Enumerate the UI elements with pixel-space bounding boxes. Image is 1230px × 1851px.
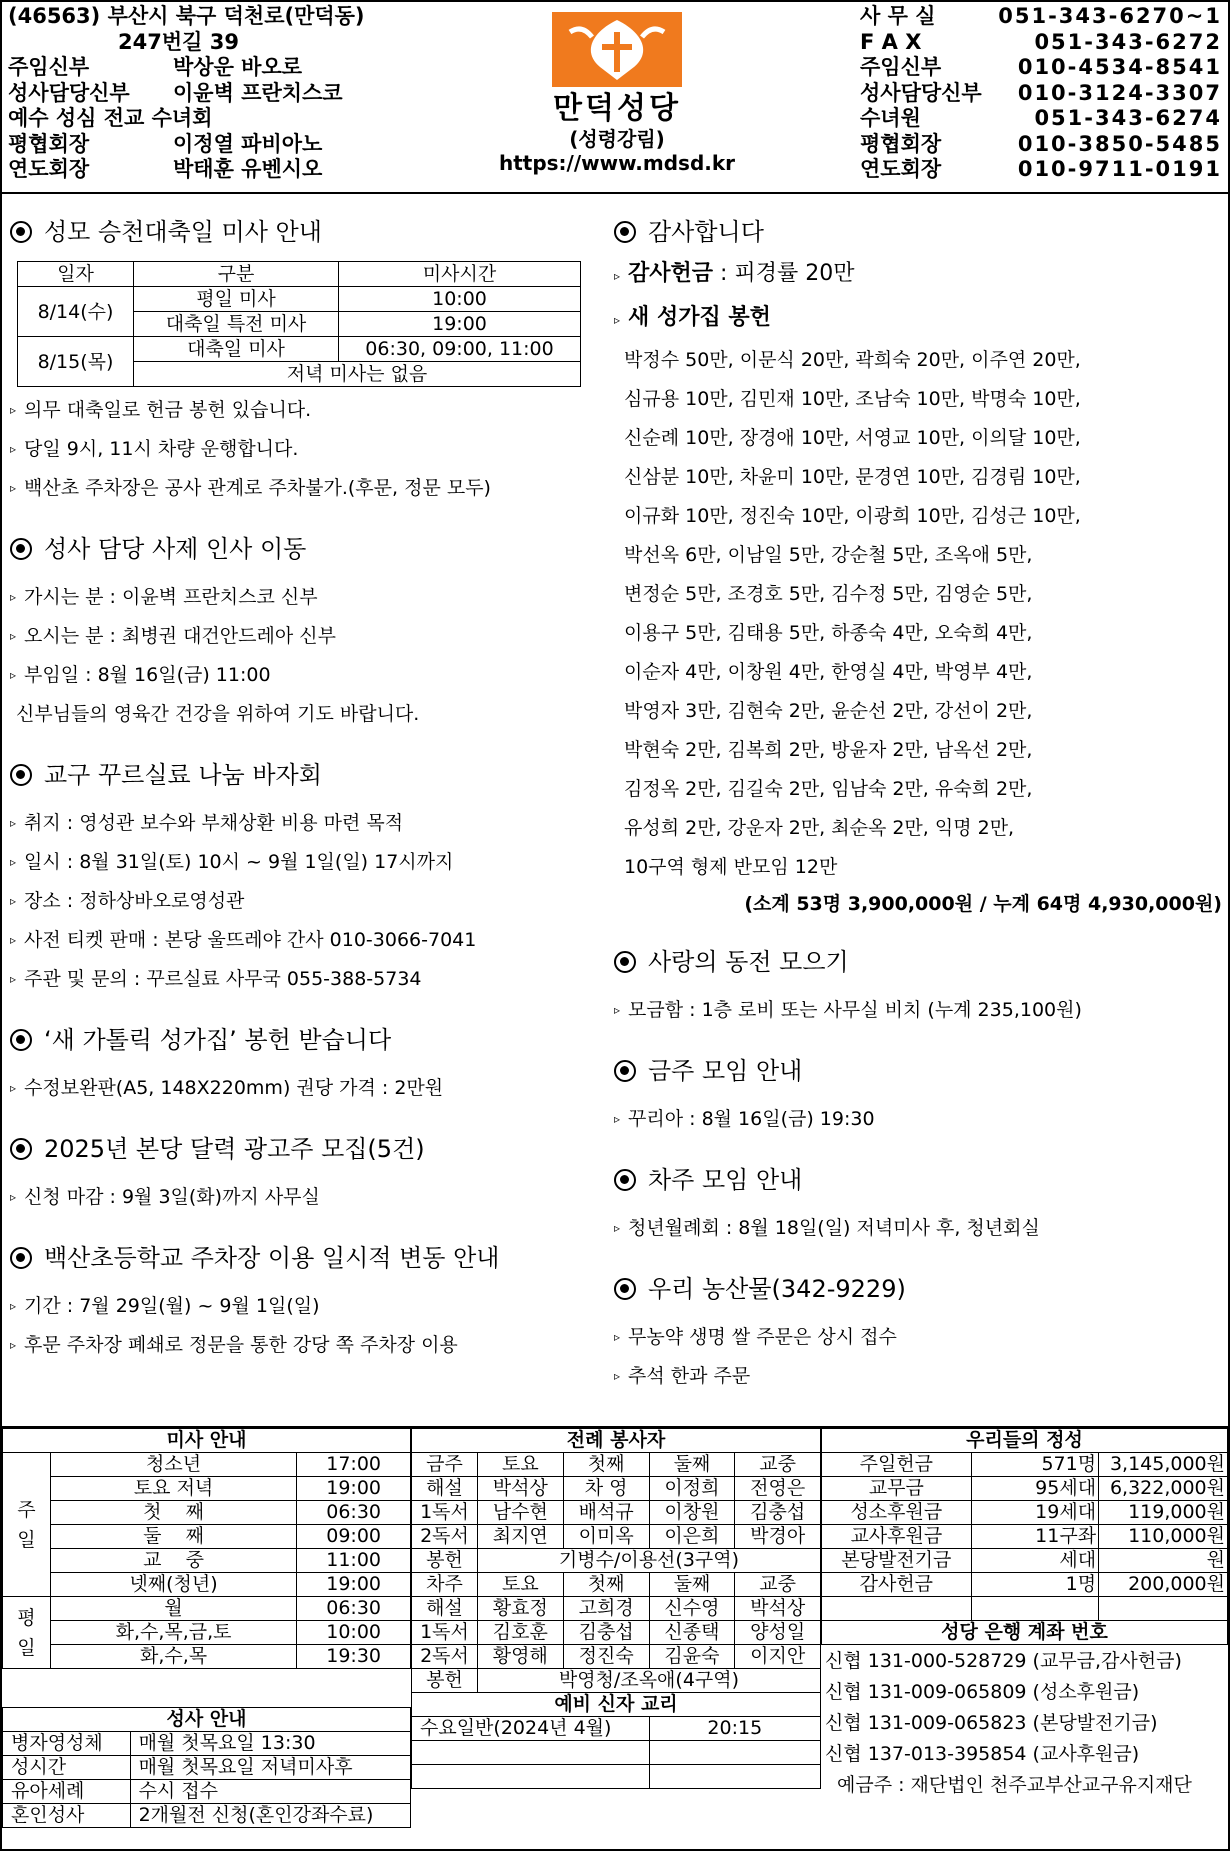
list-item: ▹ 일시 : 8월 31일(토) 10시 ~ 9월 1일(일) 17시까지 xyxy=(10,851,454,873)
list-item: ▹ 후문 주차장 폐쇄로 정문을 통한 강당 쪽 주차장 이용 xyxy=(10,1334,458,1356)
offering-count: 세대 xyxy=(971,1549,1098,1573)
offering-count: 1명 xyxy=(971,1573,1098,1597)
contact-label: F A X xyxy=(860,29,922,54)
donor-line: 신순례 10만, 장경애 10만, 서영교 10만, 이의달 10만, xyxy=(624,427,1081,449)
table-title: 성사 안내 xyxy=(3,1708,411,1732)
left-column xyxy=(10,207,600,1365)
list-item: ▹ 모금함 : 1층 로비 또는 사무실 비치 (누계 235,100원) xyxy=(614,999,1082,1021)
donor-line: 김정옥 2만, 김길숙 2만, 임남숙 2만, 유숙희 2만, xyxy=(624,778,1033,800)
contact-number: 051-343-6272 xyxy=(1034,29,1222,54)
mass-time: 17:00 xyxy=(297,1453,411,1477)
mass-time: 10:00 xyxy=(297,1621,411,1645)
server-cell: 차 영 xyxy=(563,1477,649,1501)
table-title: 미사 안내 xyxy=(3,1429,411,1453)
donor-line: 변정순 5만, 조경호 5만, 김수정 5만, 김영순 5만, xyxy=(624,583,1033,605)
mass-time: 09:00 xyxy=(297,1525,411,1549)
offering-name: 성소후원금 xyxy=(822,1501,972,1525)
church-name: 만덕성당 xyxy=(553,91,681,126)
offering-count: 19세대 xyxy=(971,1501,1098,1525)
list-item: ▹ 추석 한과 주문 xyxy=(614,1365,751,1387)
list-item: ▹ 가시는 분 : 이윤벽 프란치스코 신부 xyxy=(10,586,318,608)
section-title: 우리 농산물(342-9229) xyxy=(614,1272,1226,1306)
col-header: 차주 xyxy=(412,1573,478,1597)
server-cell: 최지연 xyxy=(477,1525,563,1549)
section-title: 교구 꾸르실료 나눔 바자회 xyxy=(10,758,600,792)
role-cell: 해설 xyxy=(412,1597,478,1621)
church-logo-icon xyxy=(522,12,712,87)
church-motto: (성령강림) xyxy=(569,127,665,151)
offering-amount: 3,145,000원 xyxy=(1099,1453,1228,1477)
list-item: ▹ 오시는 분 : 최병권 대건안드레아 신부 xyxy=(10,625,336,647)
mass-name: 월 xyxy=(50,1597,296,1621)
sunday-label: 주 일 xyxy=(3,1453,51,1597)
server-cell: 배석규 xyxy=(563,1501,649,1525)
role-cell: 1독서 xyxy=(412,1501,478,1525)
staff-name: 박태훈 유벤시오 xyxy=(173,157,323,181)
contact-label: 성사담당신부 xyxy=(860,80,982,105)
bullet-icon xyxy=(10,1138,32,1160)
offertory-cell: 기병수/이용선(3구역) xyxy=(477,1549,820,1573)
server-cell: 신종택 xyxy=(649,1621,735,1645)
empty-cell xyxy=(649,1741,820,1765)
bullet-icon xyxy=(10,764,32,786)
donor-line: 박영자 3만, 김현숙 2만, 윤순선 2만, 강선이 2만, xyxy=(624,700,1033,722)
empty-cell xyxy=(412,1765,650,1789)
col-header: 둘째 xyxy=(649,1453,735,1477)
col-header: 교중 xyxy=(735,1453,821,1477)
empty-cell xyxy=(822,1597,972,1621)
mass-name: 화,수,목 xyxy=(50,1645,296,1669)
bullet-icon xyxy=(10,538,32,560)
staff-name: 이윤벽 프란치스코 xyxy=(173,80,343,105)
bullet-icon xyxy=(614,1278,636,1300)
offering-name: 교사후원금 xyxy=(822,1525,972,1549)
weekday-label: 평 일 xyxy=(3,1597,51,1669)
table-header: 구분 xyxy=(134,262,339,287)
contact-number: 051-343-6274 xyxy=(1034,106,1222,130)
col-header: 교중 xyxy=(735,1573,821,1597)
empty-cell xyxy=(412,1741,650,1765)
contact-label: 수녀원 xyxy=(860,106,921,130)
mass-time: 19:00 xyxy=(297,1477,411,1501)
date-cell: 8/14(수) xyxy=(18,287,134,337)
donor-line: 박현숙 2만, 김복희 2만, 방윤자 2만, 남옥선 2만, xyxy=(624,739,1033,761)
col-header: 금주 xyxy=(412,1453,478,1477)
bullet-icon xyxy=(614,951,636,973)
mass-schedule-table xyxy=(2,1428,411,1669)
note-cell: 저녁 미사는 없음 xyxy=(134,362,581,387)
server-cell: 황효정 xyxy=(477,1597,563,1621)
mass-name: 화,수,목,금,토 xyxy=(50,1621,296,1645)
church-url-link[interactable]: https://www.mdsd.kr xyxy=(498,151,736,175)
section-title: 금주 모임 안내 xyxy=(614,1054,1226,1088)
catechism-time: 20:15 xyxy=(649,1717,820,1741)
sacrament-name: 병자영성체 xyxy=(3,1732,131,1756)
server-cell: 정진숙 xyxy=(563,1645,649,1669)
table-title: 성당 은행 계좌 번호 xyxy=(822,1621,1228,1645)
offering-amount: 119,000원 xyxy=(1099,1501,1228,1525)
col-header: 둘째 xyxy=(649,1573,735,1597)
bottom-tables xyxy=(2,1426,1228,1851)
church-brand xyxy=(482,8,752,175)
contact-number: 051-343-6270~1 xyxy=(998,4,1222,28)
donor-line: 이용구 5만, 김태용 5만, 하종숙 4만, 오숙희 4만, xyxy=(624,622,1033,644)
offering-amount: 원 xyxy=(1099,1549,1228,1573)
mass-name: 청소년 xyxy=(50,1453,296,1477)
contact-number: 010-4534-8541 xyxy=(1017,55,1222,79)
section-title: 차주 모임 안내 xyxy=(614,1163,1226,1197)
bullet-icon xyxy=(614,1169,636,1191)
mass-name: 첫 째 xyxy=(50,1501,296,1525)
offertory-cell: 박영청/조옥애(4구역) xyxy=(477,1669,820,1693)
contact-number: 010-3850-5485 xyxy=(1017,131,1222,156)
mass-name: 넷째(청년) xyxy=(50,1573,296,1597)
offering-count: 95세대 xyxy=(971,1477,1098,1501)
contact-number: 010-3124-3307 xyxy=(1017,80,1222,105)
col-header: 첫째 xyxy=(563,1573,649,1597)
donor-line: 박정수 50만, 이문식 20만, 곽희숙 20만, 이주연 20만, xyxy=(624,349,1081,371)
section-title: 백산초등학교 주차장 이용 일시적 변동 안내 xyxy=(10,1241,600,1275)
server-cell: 전영은 xyxy=(735,1477,821,1501)
list-item: ▹ 백산초 주차장은 공사 관계로 주차불가.(후문, 정문 모두) xyxy=(10,477,491,499)
server-cell: 이은희 xyxy=(649,1525,735,1549)
offering-count: 11구좌 xyxy=(971,1525,1098,1549)
server-cell: 이정희 xyxy=(649,1477,735,1501)
offering-count: 571명 xyxy=(971,1453,1098,1477)
role-cell: 봉헌 xyxy=(412,1669,478,1693)
section-title: ‘새 가톨릭 성가집’ 봉헌 받습니다 xyxy=(10,1023,600,1057)
staff-role: 예수 성심 전교 수녀회 xyxy=(8,106,213,130)
list-item: ▹ 꾸리아 : 8월 16일(금) 19:30 xyxy=(614,1108,875,1130)
offering-name: 감사헌금 xyxy=(822,1573,972,1597)
role-cell: 봉헌 xyxy=(412,1549,478,1573)
account-holder: 예금주 : 재단법인 천주교부산교구유지재단 xyxy=(837,1774,1192,1796)
section-title: 2025년 본당 달력 광고주 모집(5건) xyxy=(10,1132,600,1166)
server-cell: 김호훈 xyxy=(477,1621,563,1645)
server-cell: 양성일 xyxy=(735,1621,821,1645)
mass-name: 교 중 xyxy=(50,1549,296,1573)
time-cell: 10:00 xyxy=(339,287,581,312)
mass-name: 둘 째 xyxy=(50,1525,296,1549)
bullet-icon xyxy=(10,1029,32,1051)
right-column xyxy=(614,207,1226,1396)
bullet-icon xyxy=(10,1247,32,1269)
sacrament-name: 유아세례 xyxy=(3,1780,131,1804)
table-title: 우리들의 정성 xyxy=(822,1429,1228,1453)
contact-label: 평협회장 xyxy=(860,131,942,156)
role-cell: 2독서 xyxy=(412,1525,478,1549)
section-title: 성사 담당 사제 인사 이동 xyxy=(10,532,600,566)
table-title: 전례 봉사자 xyxy=(412,1429,821,1453)
contact-label: 연도회장 xyxy=(860,157,942,181)
server-cell: 김윤숙 xyxy=(649,1645,735,1669)
offering-name: 교무금 xyxy=(822,1477,972,1501)
mass-time: 19:00 xyxy=(297,1573,411,1597)
server-cell: 박경아 xyxy=(735,1525,821,1549)
staff-role: 평협회장 xyxy=(8,131,90,156)
col-header: 첫째 xyxy=(563,1453,649,1477)
list-item: ▹ 기간 : 7월 29일(월) ~ 9월 1일(일) xyxy=(10,1295,320,1317)
assumption-mass-table xyxy=(17,261,581,387)
contact-label: 주임신부 xyxy=(860,55,942,79)
section-title: 사랑의 동전 모으기 xyxy=(614,945,1226,979)
list-item: ▹ 수정보완판(A5, 148X220mm) 권당 가격 : 2만원 xyxy=(10,1077,444,1099)
offering-total: (소계 53명 3,900,000원 / 누계 64명 4,930,000원) xyxy=(744,893,1222,915)
time-cell: 06:30, 09:00, 11:00 xyxy=(339,337,581,362)
contact-list xyxy=(860,4,1226,183)
server-cell: 남수현 xyxy=(477,1501,563,1525)
list-item: ▹ 주관 및 문의 : 꾸르실료 사무국 055-388-5734 xyxy=(10,968,422,990)
list-item: ▹ 장소 : 정하상바오로영성관 xyxy=(10,890,245,912)
donor-line: 심규용 10만, 김민재 10만, 조남숙 10만, 박명숙 10만, xyxy=(624,388,1081,410)
sacraments-table xyxy=(2,1707,411,1828)
list-item: ▹ 사전 티켓 판매 : 본당 울뜨레야 간사 010-3066-7041 xyxy=(10,929,477,951)
mass-time: 06:30 xyxy=(297,1597,411,1621)
empty-cell xyxy=(649,1765,820,1789)
bank-account: 신협 131-009-065823 (본당발전기금) xyxy=(825,1712,1158,1734)
server-cell: 김충섭 xyxy=(563,1621,649,1645)
address-line2: 247번길 39 xyxy=(118,29,239,54)
section-title: 감사합니다 xyxy=(614,215,1226,249)
role-cell: 2독서 xyxy=(412,1645,478,1669)
server-cell: 신수영 xyxy=(649,1597,735,1621)
offering-amount: 6,322,000원 xyxy=(1099,1477,1228,1501)
staff-role: 주임신부 xyxy=(8,55,90,79)
staff-name: 이정열 파비아노 xyxy=(173,131,323,156)
donor-line: 박선옥 6만, 이남일 5만, 강순철 5만, 조옥애 5만, xyxy=(624,544,1033,566)
server-cell: 김충섭 xyxy=(735,1501,821,1525)
sacrament-info: 매월 첫목요일 13:30 xyxy=(130,1732,410,1756)
list-item: ▹ 청년월례회 : 8월 18일(일) 저녁미사 후, 청년회실 xyxy=(614,1217,1040,1239)
col-header: 토요 xyxy=(477,1573,563,1597)
sacrament-info: 2개월전 신청(혼인강좌수료) xyxy=(130,1804,410,1828)
offering-name: 본당발전기금 xyxy=(822,1549,972,1573)
type-cell: 대축일 미사 xyxy=(134,337,339,362)
col-header: 토요 xyxy=(477,1453,563,1477)
role-cell: 해설 xyxy=(412,1477,478,1501)
offering-table xyxy=(821,1428,1228,1645)
bulletin-header xyxy=(2,2,1228,194)
sacrament-name: 혼인성사 xyxy=(3,1804,131,1828)
thanks-offering: ▹ 감사헌금 : 피경률 20만 xyxy=(614,261,855,286)
empty-cell xyxy=(971,1597,1098,1621)
sacrament-info: 수시 접수 xyxy=(130,1780,410,1804)
role-cell: 1독서 xyxy=(412,1621,478,1645)
offering-amount: 200,000원 xyxy=(1099,1573,1228,1597)
donor-line: 유성희 2만, 강운자 2만, 최순옥 2만, 익명 2만, xyxy=(624,817,1015,839)
bullet-icon xyxy=(10,221,32,243)
sacrament-info: 매월 첫목요일 저녁미사후 xyxy=(130,1756,410,1780)
bullet-icon xyxy=(614,1060,636,1082)
table-header: 일자 xyxy=(18,262,134,287)
section-title: 성모 승천대축일 미사 안내 xyxy=(10,215,600,249)
server-cell: 박석상 xyxy=(735,1597,821,1621)
offering-name: 주일헌금 xyxy=(822,1453,972,1477)
contact-number: 010-9711-0191 xyxy=(1017,157,1222,181)
server-cell: 박석상 xyxy=(477,1477,563,1501)
offering-amount: 110,000원 xyxy=(1099,1525,1228,1549)
prayer-note: 신부님들의 영육간 건강을 위하여 기도 바랍니다. xyxy=(16,703,420,725)
time-cell: 19:00 xyxy=(339,312,581,337)
mass-name: 토요 저녁 xyxy=(50,1477,296,1501)
bank-account: 신협 131-009-065809 (성소후원금) xyxy=(825,1681,1140,1703)
liturgy-servers-table xyxy=(411,1428,821,1789)
list-item: ▹ 무농약 생명 쌀 주문은 상시 접수 xyxy=(614,1326,897,1348)
date-cell: 8/15(목) xyxy=(18,337,134,387)
table-header: 미사시간 xyxy=(339,262,581,287)
table-title: 예비 신자 교리 xyxy=(412,1693,821,1717)
type-cell: 대축일 특전 미사 xyxy=(134,312,339,337)
catechism-class: 수요일반(2024년 4월) xyxy=(412,1717,650,1741)
staff-role: 연도회장 xyxy=(8,157,90,181)
server-cell: 이지안 xyxy=(735,1645,821,1669)
staff-name: 박상운 바오로 xyxy=(173,55,303,79)
bank-accounts xyxy=(825,1646,1192,1801)
parish-info xyxy=(8,4,508,183)
hymnal-offering-heading: ▹ 새 성가집 봉헌 xyxy=(614,305,771,330)
mass-time: 19:30 xyxy=(297,1645,411,1669)
donor-line: 10구역 형제 반모임 12만 xyxy=(624,856,838,878)
type-cell: 평일 미사 xyxy=(134,287,339,312)
donor-line: 이순자 4만, 이창원 4만, 한영실 4만, 박영부 4만, xyxy=(624,661,1033,683)
contact-label: 사 무 실 xyxy=(860,4,936,28)
server-cell: 황영해 xyxy=(477,1645,563,1669)
mass-time: 11:00 xyxy=(297,1549,411,1573)
bank-account: 신협 131-000-528729 (교무금,감사헌금) xyxy=(825,1650,1182,1672)
list-item: ▹ 당일 9시, 11시 차량 운행합니다. xyxy=(10,438,299,460)
mass-time: 06:30 xyxy=(297,1501,411,1525)
bullet-icon xyxy=(614,221,636,243)
list-item: ▹ 부임일 : 8월 16일(금) 11:00 xyxy=(10,664,271,686)
empty-cell xyxy=(1099,1597,1228,1621)
list-item: ▹ 신청 마감 : 9월 3일(화)까지 사무실 xyxy=(10,1186,320,1208)
bank-account: 신협 137-013-395854 (교사후원금) xyxy=(825,1743,1140,1765)
staff-role: 성사담당신부 xyxy=(8,80,130,105)
server-cell: 고희경 xyxy=(563,1597,649,1621)
sacrament-name: 성시간 xyxy=(3,1756,131,1780)
donor-line: 이규화 10만, 정진숙 10만, 이광희 10만, 김성근 10만, xyxy=(624,505,1081,527)
list-item: ▹ 의무 대축일로 헌금 봉헌 있습니다. xyxy=(10,399,312,421)
donor-line: 신삼분 10만, 차윤미 10만, 문경연 10만, 김경림 10만, xyxy=(624,466,1081,488)
address-line1: (46563) 부산시 북구 덕천로(만덕동) xyxy=(8,4,365,28)
server-cell: 이창원 xyxy=(649,1501,735,1525)
server-cell: 이미옥 xyxy=(563,1525,649,1549)
list-item: ▹ 취지 : 영성관 보수와 부채상환 비용 마련 목적 xyxy=(10,812,404,834)
